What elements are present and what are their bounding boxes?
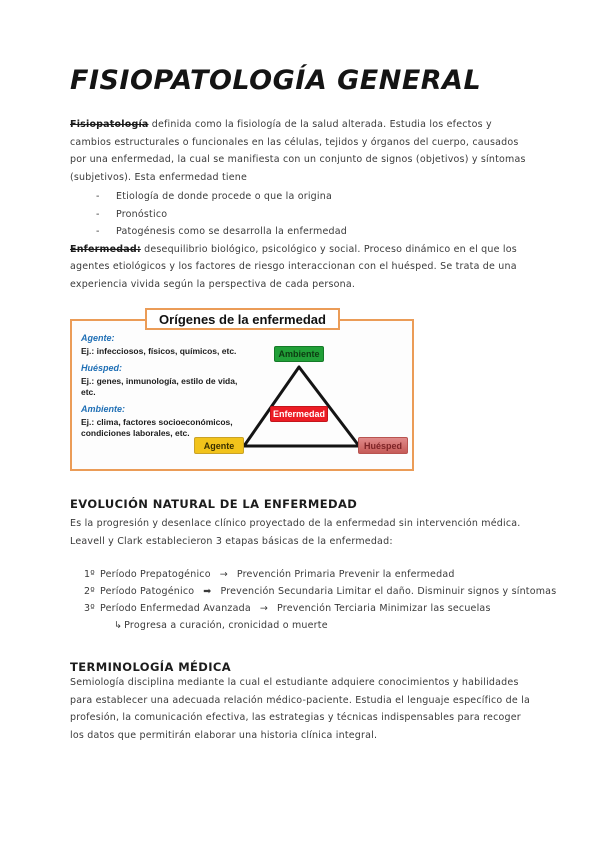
triangle-node-ambiente: Ambiente — [274, 346, 324, 362]
page-title: FISIOPATOLOGÍA GENERAL — [70, 65, 482, 96]
bullet-dash: - — [96, 191, 100, 202]
figure-title: Orígenes de la enfermedad — [145, 308, 340, 330]
stage-prevention: Prevención Secundaria Limitar el daño. Disminuir signos y síntomas — [220, 586, 557, 597]
triangle-node-huesped: Huésped — [358, 437, 408, 454]
stage-row — [70, 600, 530, 617]
down-right-arrow-icon: ↳ — [114, 620, 123, 631]
stage-row — [70, 566, 530, 583]
stage-outcome-text: Progresa a curación, cronicidad o muerte — [124, 620, 328, 631]
stage-number: 1º — [84, 569, 95, 580]
bullet-dash: - — [96, 208, 100, 220]
disease-origins-figure — [70, 311, 414, 471]
legend-term-ambiente: Ambiente: — [81, 404, 126, 414]
legend-example: Ej.: infecciosos, físicos, químicos, etc. — [81, 346, 237, 356]
enfermedad-paragraph — [70, 241, 530, 294]
list-item-text: Etiología de donde procede o que la origina — [116, 191, 332, 202]
stage-prevention: Prevención Terciaria Minimizar las secuelas — [277, 603, 491, 614]
enfermedad-text: desequilibrio biológico, psicológico y social. Proceso dinámico en el que los agentes etiológicos y los factores de riesgo interaccionan con el huésped. Se trata de una experiencia vivida según la perspectiva de cada persona. — [70, 243, 517, 290]
stage-period: Período Prepatogénico — [100, 569, 211, 580]
intro-text: definida como la fisiología de la salud alterada. Estudia los efectos y cambios estructurales o funcionales en las células, tejidos y órganos del cuerpo, causados por una enfermedad, la cual se manifiesta con un conjunto de signos (objetivos) y síntomas (subjetivos). Esta enfermedad tiene — [70, 119, 526, 183]
bullet-dash: - — [96, 226, 100, 237]
right-arrow-icon: → — [259, 603, 269, 614]
leavell-clark-line: Leavell y Clark establecieron 3 etapas básicas de la enfermedad: — [70, 535, 393, 547]
triangle-node-agente: Agente — [194, 437, 244, 454]
list-item-text: Pronóstico — [116, 208, 168, 220]
intro-paragraph — [70, 116, 530, 186]
right-arrow-icon: ➡ — [203, 586, 212, 597]
list-item — [96, 223, 530, 241]
list-item — [96, 188, 530, 206]
disease-aspects-list — [70, 188, 530, 241]
section-heading-evolucion: EVOLUCIÓN NATURAL DE LA ENFERMEDAD — [70, 497, 358, 511]
stages-list — [70, 566, 557, 634]
list-item — [96, 206, 530, 224]
legend-example: Ej.: clima, factores socioeconómicos, condiciones laborales, etc. — [81, 417, 233, 438]
stage-number: 3º — [84, 603, 95, 614]
stage-period: Período Enfermedad Avanzada — [100, 603, 251, 614]
section-heading-terminologia: TERMINOLOGÍA MÉDICA — [70, 660, 232, 674]
stage-number: 2º — [84, 586, 95, 597]
stage-row — [70, 583, 557, 600]
right-arrow-icon: → — [219, 569, 228, 580]
key-term-fisiopatologia: Fisiopatología — [70, 119, 149, 130]
legend-term-agente: Agente: — [81, 333, 115, 343]
semiologia-paragraph: Semiología disciplina mediante la cual el estudiante adquiere conocimientos y habilidades para establecer una adecuada relación médico-paciente. Estudia el lenguaje específico de la profesión, la comunicación efectiva, las estrategias y técnicas indispensables para recoger los datos que permitirán elaborar una historia clínica integral. — [70, 677, 531, 741]
triangle-node-enfermedad: Enfermedad — [270, 406, 328, 422]
legend-example: Ej.: genes, inmunología, estilo de vida, etc. — [81, 376, 238, 397]
list-item-text: Patogénesis como se desarrolla la enfermedad — [116, 226, 347, 237]
stage-outcome-note — [114, 617, 530, 634]
stage-prevention: Prevención Primaria Prevenir la enfermedad — [236, 569, 455, 580]
evolution-intro: Es la progresión y desenlace clínico proyectado de la enfermedad sin intervención médica. — [70, 518, 521, 529]
legend-term-huesped: Huésped: — [81, 363, 123, 373]
key-term-enfermedad: Enfermedad: — [70, 243, 141, 255]
stage-period: Período Patogénico — [100, 586, 195, 597]
